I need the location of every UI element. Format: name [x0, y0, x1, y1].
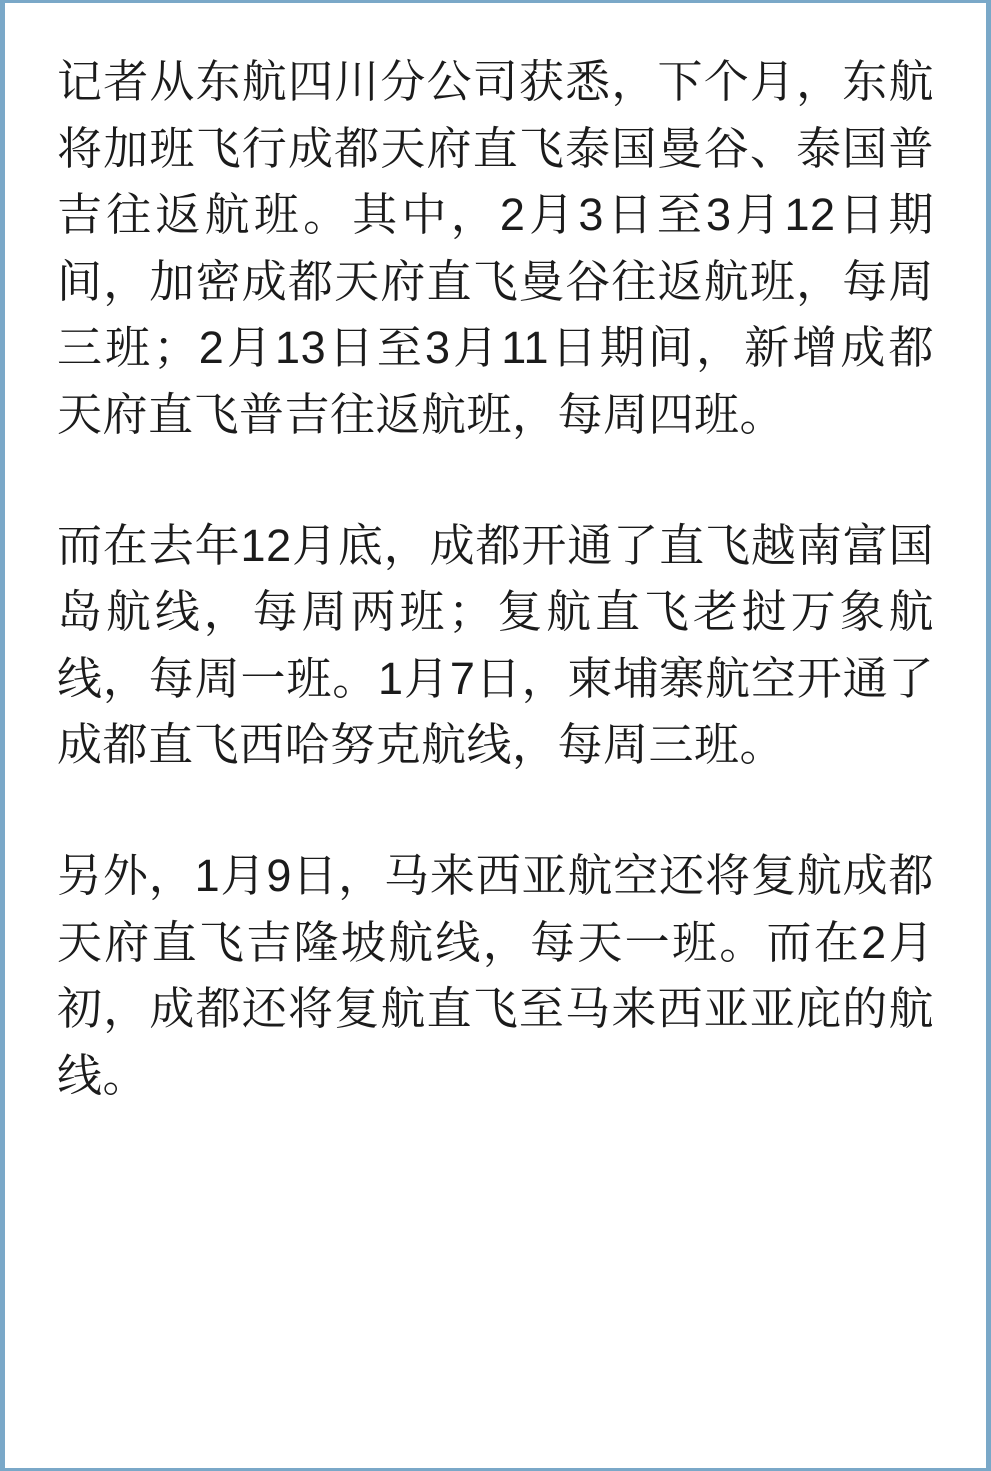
paragraph-2: 而在去年12月底，成都开通了直飞越南富国岛航线，每周两班；复航直飞老挝万象航线，每周一班。1月7日，柬埔寨航空开通了成都直飞西哈努克航线，每周三班。	[57, 519, 934, 771]
article-body	[57, 49, 934, 1109]
paragraph-3: 另外，1月9日，马来西亚航空还将复航成都天府直飞吉隆坡航线，每天一班。而在2月初，成都还将复航直飞至马来西亚亚庇的航线。	[57, 849, 934, 1101]
paragraph-1: 记者从东航四川分公司获悉，下个月，东航将加班飞行成都天府直飞泰国曼谷、泰国普吉往返航班。其中，2月3日至3月12日期间，加密成都天府直飞曼谷往返航班，每周三班；2月13日至3月11日期间，新增成都天府直飞普吉往返航班，每周四班。	[57, 56, 934, 440]
